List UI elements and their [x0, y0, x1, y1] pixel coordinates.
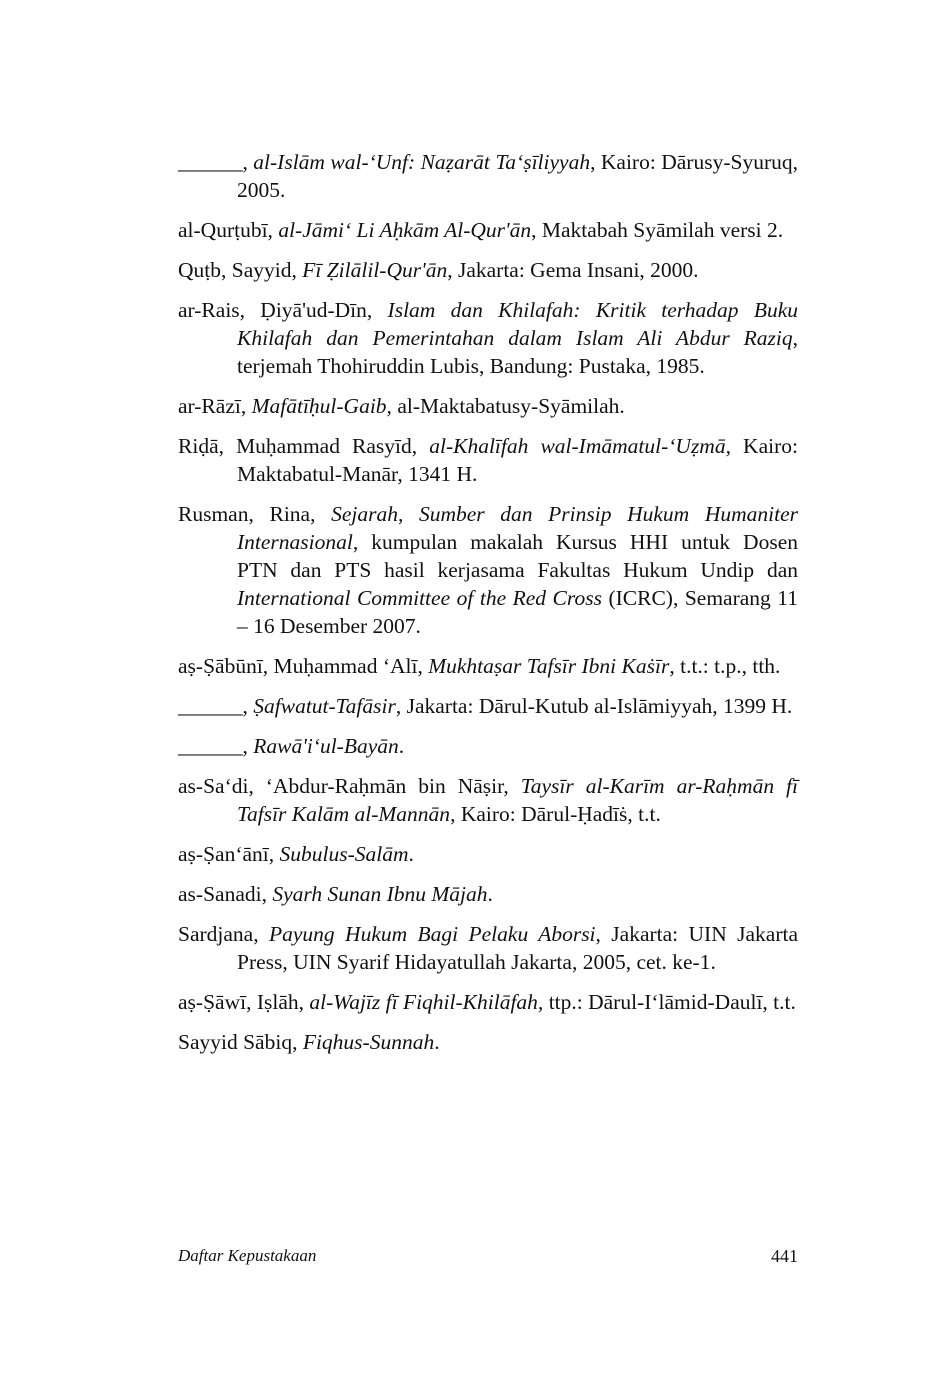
- bibliography-entry: [178, 1028, 798, 1056]
- entry-publication: , Jakarta: UIN Jakarta Press, UIN Syarif Hidayatullah Jakarta, 2005, cet. ke-1.: [237, 922, 798, 974]
- bibliography-entry: [178, 840, 798, 868]
- bibliography-entry: [178, 256, 798, 284]
- entry-title: al-Khalīfah wal-Imāmatul-‘Uẓmā,: [429, 434, 731, 458]
- entry-publication: .: [487, 882, 493, 906]
- entry-title: Syarh Sunan Ibnu Mājah: [272, 882, 488, 906]
- entry-publication: , terjemah Thohiruddin Lubis, Bandung: Pustaka, 1985.: [237, 326, 798, 378]
- entry-publication: , t.t.: t.p., tth.: [669, 654, 781, 678]
- entry-author: aṣ-Ṣāwī, Iṣlāh,: [178, 990, 310, 1014]
- bibliography-entry: [178, 732, 798, 760]
- bibliography-entry: [178, 216, 798, 244]
- entry-title: Mafātīḥul-Gaib,: [251, 394, 392, 418]
- entry-author: Quṭb, Sayyid,: [178, 258, 303, 282]
- running-title: Daftar Kepustakaan: [178, 1246, 317, 1265]
- entry-publication: Kairo: Maktabatul-Manār, 1341 H.: [237, 434, 798, 486]
- bibliography-entry: [178, 148, 798, 204]
- bibliography-entry: [178, 880, 798, 908]
- entry-publication: .: [398, 734, 405, 758]
- entry-title: Ṣafwatut-Tafāsir: [253, 694, 396, 718]
- bibliography-entry: [178, 500, 798, 640]
- entry-title: al-Wajīz fī Fiqhil-Khilāfah,: [309, 990, 544, 1014]
- entry-title: Fiqhus-Sunnah: [302, 1030, 435, 1054]
- entry-title: Sejarah, Sumber dan Prinsip Hukum Humaniter Internasional: [237, 502, 798, 554]
- entry-title: al-Islām wal-‘Unf: Naẓarāt Ta‘ṣīliyyah: [253, 150, 591, 174]
- entry-publication: al-Maktabatusy-Syāmilah.: [391, 394, 625, 418]
- entry-title: Mukhtaṣar Tafsīr Ibni Kaṡīr: [428, 654, 670, 678]
- entry-publication: , Jakarta: Gema Insani, 2000.: [447, 258, 699, 282]
- page-number: 441: [771, 1246, 798, 1266]
- entry-publication: .: [408, 842, 414, 866]
- bibliography-entry: [178, 392, 798, 420]
- entry-author: ______,: [178, 694, 254, 718]
- entry-author: aṣ-Ṣābūnī, Muḥammad ‘Alī,: [178, 654, 429, 678]
- bibliography-entry: [178, 432, 798, 488]
- entry-author: Rusman, Rina,: [178, 502, 332, 526]
- entry-publication: , Maktabah Syāmilah versi 2.: [531, 218, 784, 242]
- entry-author: Riḍā, Muḥammad Rasyīd,: [178, 434, 430, 458]
- bibliography-entry: [178, 988, 798, 1016]
- entry-author: al-Qurṭubī,: [178, 218, 279, 242]
- entry-organization: International Committee of the Red Cross: [237, 586, 602, 610]
- entry-title: Rawā'i‘ul-Bayān: [253, 734, 399, 758]
- entry-publication-end: (ICRC), Semarang 11 – 16 Desember 2007.: [237, 586, 799, 638]
- entry-author: aṣ-Ṣan‘ānī,: [178, 842, 280, 866]
- entry-publication: , Jakarta: Dārul-Kutub al-Islāmiyyah, 1399 H.: [395, 694, 793, 718]
- entry-publication: , kumpulan makalah Kursus HHI untuk Dosen PTN dan PTS hasil kerjasama Fakultas Hukum Undip dan: [237, 530, 798, 582]
- entry-author: Sardjana,: [178, 922, 269, 946]
- entry-author: Sayyid Sābiq,: [178, 1030, 303, 1054]
- entry-publication: ttp.: Dārul-I‘lāmid-Daulī, t.t.: [543, 990, 796, 1014]
- bibliography-entry: [178, 920, 798, 976]
- bibliography-list: [178, 148, 798, 1068]
- entry-title: Fī Ẓilālil-Qur'ān: [302, 258, 448, 282]
- entry-author: as-Sanadi,: [178, 882, 273, 906]
- entry-title: Islam dan Khilafah: Kritik terhadap Buku Khilafah dan Pemerintahan dalam Islam Ali Abdur Raziq: [237, 298, 798, 350]
- entry-author: ______,: [178, 150, 254, 174]
- bibliography-entry: [178, 772, 798, 828]
- bibliography-entry: [178, 296, 798, 380]
- entry-publication: , Kairo: Dārul-Ḥadīṡ, t.t.: [450, 802, 661, 826]
- entry-title: Subulus-Salām: [279, 842, 409, 866]
- bibliography-entry: [178, 652, 798, 680]
- bibliography-entry: [178, 692, 798, 720]
- entry-author: ar-Rais, Ḍiyā'ud-Dīn,: [178, 298, 388, 322]
- page-footer: [178, 1246, 798, 1270]
- entry-title: Payung Hukum Bagi Pelaku Aborsi: [268, 922, 596, 946]
- entry-publication: .: [434, 1030, 440, 1054]
- entry-publication: , Kairo: Dārusy-Syuruq, 2005.: [237, 150, 798, 202]
- entry-author: ar-Rāzī,: [178, 394, 252, 418]
- entry-title: al-Jāmi‘ Li Aḥkām Al-Qur'ān: [278, 218, 532, 242]
- entry-author: ______,: [178, 734, 254, 758]
- entry-title: Taysīr al-Karīm ar-Raḥmān fī Tafsīr Kalām al-Mannān: [237, 774, 798, 826]
- entry-author: as-Sa‘di, ‘Abdur-Raḥmān bin Nāṣir,: [178, 774, 521, 798]
